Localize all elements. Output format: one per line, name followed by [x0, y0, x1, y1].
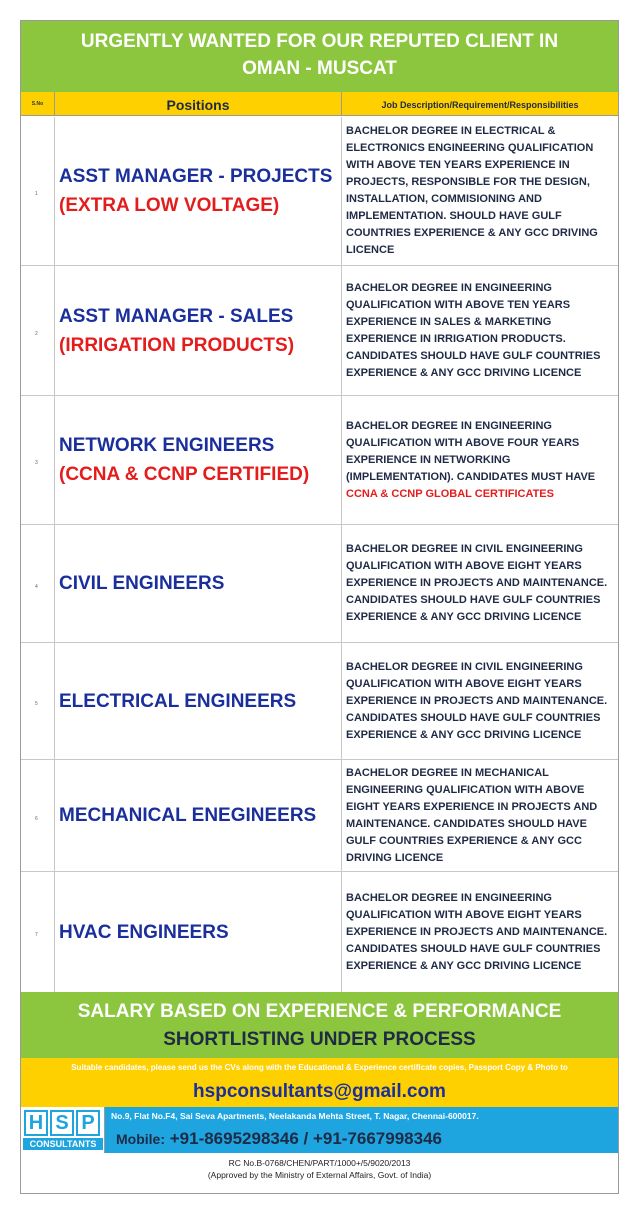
- row-number-cell: [21, 117, 55, 265]
- table-row: [21, 266, 618, 396]
- position-title: MECHANICAL ENEGINEERS: [59, 805, 317, 826]
- headline-line-1: URGENTLY WANTED FOR OUR REPUTED CLIENT IN: [80, 31, 559, 52]
- mobile-label: Mobile:: [116, 1131, 165, 1147]
- description-cell: [343, 117, 617, 265]
- position-title: HVAC ENGINEERS: [59, 921, 229, 943]
- position-title: ELECTRICAL ENGINEERS: [59, 690, 297, 712]
- mobile-numbers[interactable]: +91-8695298346 / +91-7667998346: [169, 1129, 442, 1148]
- table-row: [21, 525, 618, 643]
- position-cell: [55, 117, 342, 265]
- row-number-cell: [21, 266, 55, 395]
- apply-banner: [21, 1058, 618, 1107]
- position-cell: [55, 760, 342, 871]
- description-text: BACHELOR DEGREE IN CIVIL ENGINEERING QUALIFICATION WITH ABOVE EIGHT YEARS EXPERIENCE IN PROJECTS AND MAINTENANCE. CANDIDATES SHOULD HAVE GULF COUNTRIES EXPERIENCE & ANY GCC DRIVING LICENCE: [346, 543, 608, 623]
- description-cell: [343, 872, 617, 992]
- table-row: [21, 643, 618, 760]
- headline-line-2: OMAN - MUSCAT: [242, 58, 397, 79]
- description-text: BACHELOR DEGREE IN ENGINEERING QUALIFICATION WITH ABOVE TEN YEARS EXPERIENCE IN SALES & MARKETING EXPERIENCE IN IRRIGATION PRODUCTS. CANDIDATES SHOULD HAVE GULF COUNTRIES EXPERIENCE & ANY GCC DRIVING LICENCE: [346, 281, 601, 379]
- row-number-cell: [21, 872, 55, 992]
- apply-note: Suitable candidates, please send us the CVs along with the Educational & Experience certificate copies, Passport Copy & Photo to: [71, 1063, 568, 1072]
- position-title: NETWORK ENGINEERS: [59, 435, 275, 456]
- position-title: ASST MANAGER - SALES: [59, 305, 294, 327]
- position-subtitle: (EXTRA LOW VOLTAGE): [59, 195, 280, 216]
- description-text: BACHELOR DEGREE IN ENGINEERING QUALIFICATION WITH ABOVE FOUR YEARS EXPERIENCE IN NETWORKING (IMPLEMENTATION). CANDIDATES MUST HAVE: [346, 419, 596, 483]
- row-number-cell: [21, 760, 55, 871]
- logo-text: CONSULTANTS: [23, 1138, 103, 1150]
- table-row: [21, 760, 618, 872]
- table-header: [21, 92, 618, 116]
- row-number: 5: [35, 701, 38, 707]
- description-cell: [343, 760, 617, 871]
- footer: [21, 1153, 618, 1193]
- position-title: CIVIL ENGINEERS: [59, 573, 225, 594]
- description-text: BACHELOR DEGREE IN MECHANICAL ENGINEERING QUALIFICATION WITH ABOVE EIGHT YEARS EXPERIENCE IN PROJECTS AND MAINTENANCE. CANDIDATES SHOULD HAVE GULF COUNTRIES EXPERIENCE & ANY GCC DRIVING LICENCE: [346, 766, 598, 864]
- logo-letter-h: H: [24, 1110, 48, 1136]
- logo-letters: [24, 1110, 102, 1136]
- position-cell: [55, 396, 342, 524]
- row-number-cell: [21, 643, 55, 759]
- contact-bar: [21, 1107, 618, 1153]
- description-text: BACHELOR DEGREE IN ELECTRICAL & ELECTRONICS ENGINEERING QUALIFICATION WITH ABOVE TEN YEARS EXPERIENCE IN PROJECTS, RESPONSIBLE FOR THE DESIGN, INSTALLATION, COMMISIONING AND IMPLEMENTATION. SHOULD HAVE GULF COUNTRIES EXPERIENCE & ANY GCC DRIVING LICENCE: [346, 125, 598, 256]
- mobile-line: [116, 1128, 442, 1150]
- headline-banner: [21, 21, 618, 92]
- logo-letter-p: P: [76, 1110, 100, 1136]
- description-cell: [343, 396, 617, 524]
- description-cell: [343, 525, 617, 642]
- row-number: 2: [35, 330, 38, 337]
- logo-letter-s: S: [50, 1110, 74, 1136]
- contact-email[interactable]: hspconsultants@gmail.com: [193, 1081, 446, 1102]
- shortlisting-line: SHORTLISTING UNDER PROCESS: [163, 1029, 476, 1050]
- row-number: 1: [35, 191, 38, 197]
- position-subtitle: (IRRIGATION PRODUCTS): [59, 334, 295, 356]
- row-number: 3: [35, 460, 38, 466]
- row-number: 4: [35, 583, 38, 590]
- header-description: Job Description/Requirement/Responsibilities: [381, 100, 579, 110]
- table-row: [21, 117, 618, 266]
- description-text: BACHELOR DEGREE IN ENGINEERING QUALIFICATION WITH ABOVE EIGHT YEARS EXPERIENCE IN PROJECTS AND MAINTENANCE. CANDIDATES SHOULD HAVE GULF COUNTRIES EXPERIENCE & ANY GCC DRIVING LICENCE: [346, 891, 608, 972]
- position-cell: [55, 266, 342, 395]
- table-row: [21, 396, 618, 525]
- description-text: BACHELOR DEGREE IN CIVIL ENGINEERING QUALIFICATION WITH ABOVE EIGHT YEARS EXPERIENCE IN PROJECTS AND MAINTENANCE. CANDIDATES SHOULD HAVE GULF COUNTRIES EXPERIENCE & ANY GCC DRIVING LICENCE: [346, 660, 608, 741]
- position-cell: [55, 643, 342, 759]
- description-highlight: CCNA & CCNP GLOBAL CERTIFICATES: [346, 487, 554, 500]
- hsp-logo: [21, 1107, 105, 1153]
- description-cell: [343, 643, 617, 759]
- position-title: ASST MANAGER - PROJECTS: [59, 166, 333, 187]
- table-row: [21, 872, 618, 992]
- header-sno: S.No: [21, 92, 55, 116]
- row-number: 7: [35, 932, 38, 938]
- job-advert-sheet: [20, 20, 619, 1194]
- row-number-cell: [21, 396, 55, 524]
- position-subtitle: (CCNA & CCNP CERTIFIED): [59, 464, 310, 485]
- row-number-cell: [21, 525, 55, 642]
- office-address: No.9, Flat No.F4, Sai Seva Apartments, Neelakanda Mehta Street, T. Nagar, Chennai-600017.: [111, 1111, 479, 1121]
- approval-note: (Approved by the Ministry of External Affairs, Govt. of India): [207, 1170, 432, 1180]
- description-cell: [343, 266, 617, 395]
- rc-number: RC No.B-0768/CHEN/PART/1000+/5/9020/2013: [228, 1158, 411, 1168]
- position-cell: [55, 872, 342, 992]
- salary-banner: [21, 992, 618, 1058]
- position-cell: [55, 525, 342, 642]
- salary-line: SALARY BASED ON EXPERIENCE & PERFORMANCE: [77, 1001, 562, 1022]
- header-positions: Positions: [55, 92, 342, 116]
- row-number: 6: [35, 815, 38, 822]
